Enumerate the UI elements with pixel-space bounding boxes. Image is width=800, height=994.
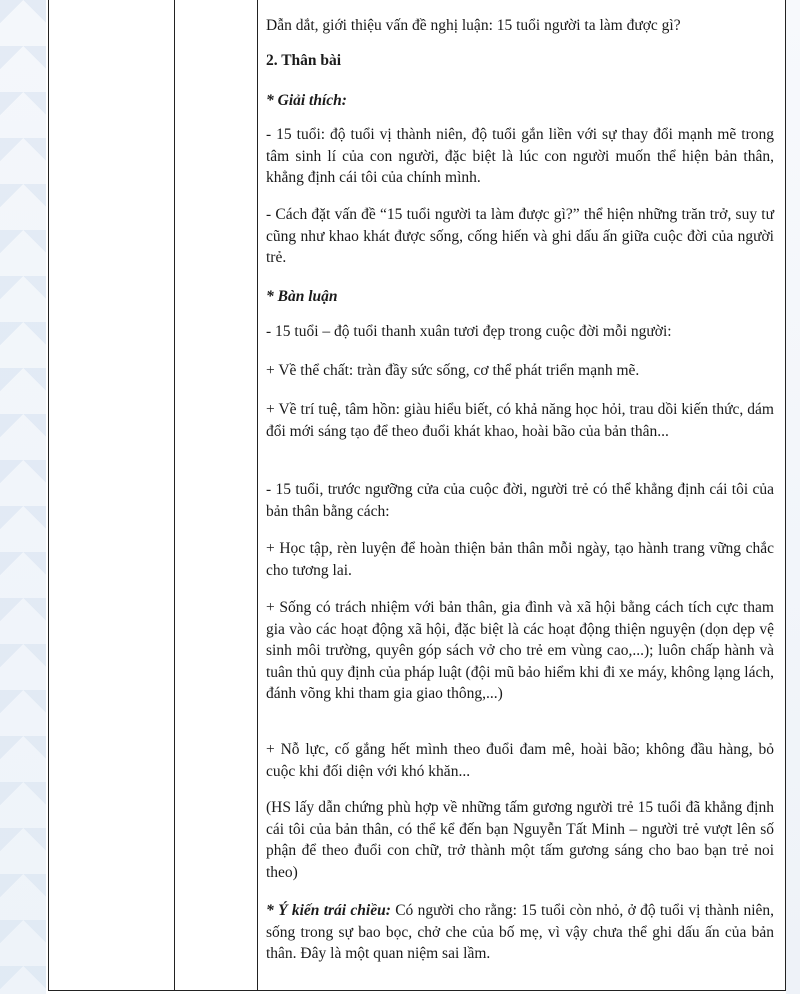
y-kien-text: Có người cho rằng: 15 tuổi còn nhỏ, ở độ tuổi vị thành niên, sống trong sự bao bọc, chở che của bố mẹ, vì vậy chưa thể ghi dấu ấn của bản thân. Đây là một quan niệm sai lầm. <box>266 902 775 962</box>
heading-giai-thich: * Giải thích: <box>266 92 347 109</box>
table-column-score <box>175 0 258 990</box>
table-column-content <box>266 0 774 990</box>
ban-luan-paragraph-1: - 15 tuổi – độ tuổi thanh xuân tươi đẹp trong cuộc đời mỗi người: <box>266 323 672 340</box>
y-kien-trai-chieu-paragraph <box>266 900 774 965</box>
ban-luan-paragraph-7: + Nỗ lực, cố gắng hết mình theo đuổi đam mê, hoài bão; không đầu hàng, bỏ cuộc khi đối diện với khó khăn... <box>266 741 774 780</box>
ban-luan-paragraph-6: + Sống có trách nhiệm với bản thân, gia đình và xã hội bằng cách tích cực tham gia vào các hoạt động xã hội, đặc biệt là các hoạt động thiện nguyện (dọn dẹp vệ sinh môi trường, quyên góp sách vở cho trẻ em vùng cao,...); luôn chấp hành và tuân thủ quy định của pháp luật (đội mũ bảo hiểm khi đi xe máy, không lạng lách, đánh võng khi tham gia giao thông,...) <box>266 599 774 702</box>
left-decorative-border <box>0 0 46 994</box>
intro-text: Dẫn dắt, giới thiệu vấn đề nghị luận: 15 tuổi người ta làm được gì? <box>266 17 681 34</box>
ban-luan-paragraph-4: - 15 tuổi, trước ngưỡng cửa của cuộc đời, người trẻ có thể khẳng định cái tôi của bản thân bằng cách: <box>266 481 774 520</box>
giai-thich-paragraph-2: - Cách đặt vấn đề “15 tuổi người ta làm được gì?” thể hiện những trăn trở, suy tư cũng như khao khát được sống, cống hiến và ghi dấu ấn giữa cuộc đời của người trẻ. <box>266 206 774 266</box>
ban-luan-paragraph-3: + Về trí tuệ, tâm hồn: giàu hiểu biết, có khả năng học hỏi, trau dồi kiến thức, dám đổi mới sáng tạo để theo đuổi khát khao, hoài bão của bản thân... <box>266 401 774 440</box>
table-column-section <box>49 0 175 990</box>
ban-luan-paragraph-2: + Về thể chất: tràn đầy sức sống, cơ thể phát triển mạnh mẽ. <box>266 362 640 379</box>
giai-thich-paragraph-1: - 15 tuổi: độ tuổi vị thành niên, độ tuổi gắn liền với sự thay đổi mạnh mẽ trong tâm sinh lí của con người, đặc biệt là lúc con người muốn thể hiện bản thân, khẳng định cái tôi của chính mình. <box>266 126 774 186</box>
heading-than-bai: 2. Thân bài <box>266 52 342 69</box>
right-decorative-border <box>786 0 800 994</box>
ban-luan-paragraph-8: (HS lấy dẫn chứng phù hợp về những tấm gương người trẻ 15 tuổi đã khẳng định cái tôi của bản thân, có thể kể đến bạn Nguyễn Tất Minh – người trẻ vượt lên số phận để theo đuổi con chữ, trở thành một tấm gương sáng cho bao bạn trẻ noi theo) <box>266 799 774 881</box>
answer-table <box>48 0 786 991</box>
y-kien-label: * Ý kiến trái chiều: <box>266 902 391 919</box>
heading-ban-luan: * Bàn luận <box>266 288 338 305</box>
ban-luan-paragraph-5: + Học tập, rèn luyện để hoàn thiện bản thân mỗi ngày, tạo hành trang vững chắc cho tương lai. <box>266 540 774 579</box>
